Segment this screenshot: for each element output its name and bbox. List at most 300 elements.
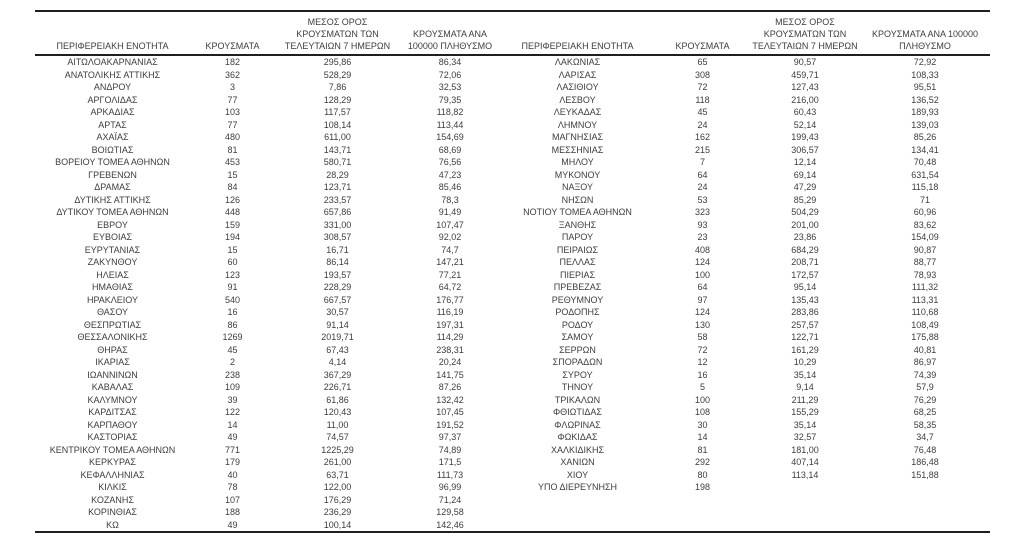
avg-7day-cell: 4,14 — [328, 357, 347, 367]
per-100k-cell: 47,23 — [438, 169, 462, 180]
per-100k-cell: 114,29 — [436, 332, 464, 342]
cases-cell: 109 — [224, 382, 241, 392]
table-row — [35, 156, 500, 169]
table-row — [35, 144, 500, 157]
table-row — [500, 431, 990, 444]
region-cell: ΚΑΛΥΜΝΟΥ — [87, 394, 138, 405]
region-cell: ΝΗΣΩΝ — [561, 194, 594, 205]
cases-cell: 24 — [697, 182, 708, 192]
avg-7day-cell — [750, 481, 860, 494]
table-row — [35, 269, 500, 282]
avg-7day-cell: 74,57 — [326, 432, 349, 442]
region-cell: ΘΕΣΣΑΛΟΝΙΚΗΣ — [77, 332, 148, 342]
per-100k-cell: 108,49 — [911, 319, 939, 330]
table-row — [500, 131, 990, 144]
table-row — [500, 81, 990, 94]
header-row — [500, 12, 990, 55]
cases-cell: 100 — [694, 394, 711, 405]
cases-cell: 23 — [697, 232, 708, 242]
cases-cell: 30 — [697, 419, 708, 430]
avg-7day-cell: 306,57 — [791, 144, 819, 155]
per-100k-cell: 111,32 — [911, 282, 939, 292]
per-100k-cell: 68,69 — [438, 144, 462, 155]
table-row — [35, 231, 500, 244]
region-cell: ΧΑΛΚΙΔΙΚΗΣ — [550, 444, 605, 455]
region-cell: ΔΡΑΜΑΣ — [94, 182, 131, 192]
per-100k-cell: 76,29 — [913, 394, 937, 405]
table-row — [500, 381, 990, 394]
cases-cell: 108 — [694, 407, 711, 417]
table-row — [500, 119, 990, 132]
cases-cell: 1269 — [222, 332, 243, 342]
per-100k-cell: 72,92 — [913, 57, 937, 67]
per-100k-cell: 154,69 — [436, 132, 464, 142]
cases-cell: 130 — [694, 319, 711, 330]
cases-cell: 771 — [224, 444, 241, 455]
avg-7day-cell: 10,29 — [793, 357, 817, 367]
avg-7day-cell: 120,43 — [323, 407, 352, 417]
cases-cell: 3 — [229, 82, 235, 92]
table-row — [35, 306, 500, 319]
avg-7day-cell: 684,29 — [791, 244, 819, 255]
cases-cell: 194 — [224, 232, 241, 242]
avg-7day-cell: 35,14 — [793, 369, 817, 380]
cases-cell: 16 — [227, 307, 238, 317]
cases-cell: 540 — [224, 294, 241, 305]
table-row — [35, 169, 500, 182]
table-row — [35, 331, 500, 344]
per-100k-cell: 113,44 — [436, 119, 464, 130]
per-100k-cell: 238,31 — [436, 344, 464, 355]
per-100k-cell: 113,31 — [911, 294, 939, 305]
table-row — [35, 431, 500, 444]
cases-cell: 179 — [224, 457, 241, 467]
per-100k-cell: 77,21 — [438, 269, 462, 280]
table-row — [500, 344, 990, 357]
table-row — [35, 381, 500, 394]
cases-cell: 118 — [695, 94, 710, 105]
avg-7day-cell: 61,86 — [326, 394, 349, 405]
region-cell: ΦΛΩΡΙΝΑΣ — [554, 419, 601, 430]
cases-cell: 97 — [697, 294, 708, 305]
region-cell: ΒΟΙΩΤΙΑΣ — [91, 144, 134, 155]
table-row — [35, 119, 500, 132]
avg-7day-cell: 12,14 — [793, 157, 817, 167]
per-100k-cell: 72,06 — [438, 69, 462, 80]
region-cell: ΚΩ — [106, 519, 119, 530]
region-cell: ΗΡΑΚΛΕΙΟΥ — [86, 294, 139, 305]
table-row — [500, 481, 990, 494]
per-100k-cell: 20,24 — [438, 357, 462, 367]
column-header-per100k: ΚΡΟΥΣΜΑΤΑ ΑΝΑ 100000 ΠΛΗΘΥΣΜΟ — [400, 12, 500, 55]
per-100k-cell: 111,73 — [436, 469, 464, 480]
per-100k-cell: 34,7 — [916, 432, 934, 442]
region-cell: ΠΑΡΟΥ — [561, 232, 594, 242]
avg-7day-cell: 35,14 — [793, 419, 817, 430]
cases-cell: 162 — [694, 132, 711, 142]
per-100k-cell: 142,46 — [436, 519, 464, 530]
region-cell: ΜΕΣΣΗΝΙΑΣ — [551, 144, 604, 155]
table-row — [500, 356, 990, 369]
cases-cell: 65 — [697, 57, 708, 67]
per-100k-cell: 147,21 — [436, 257, 464, 267]
table-row — [35, 81, 500, 94]
region-cell: ΚΑΒΑΛΑΣ — [91, 382, 134, 392]
cases-cell: 49 — [227, 432, 238, 442]
per-100k-cell: 85,26 — [913, 132, 937, 142]
per-100k-cell: 74,89 — [438, 444, 462, 455]
per-100k-cell: 76,48 — [913, 444, 937, 455]
table-row — [500, 319, 990, 332]
region-cell: ΛΑΡΙΣΑΣ — [558, 69, 597, 80]
region-cell: ΘΗΡΑΣ — [97, 344, 128, 355]
per-100k-cell: 74,39 — [913, 369, 937, 380]
per-100k-cell — [860, 481, 990, 494]
per-100k-cell: 154,09 — [911, 232, 939, 242]
header-row — [35, 12, 500, 55]
table-row — [500, 406, 990, 419]
avg-7day-cell: 135,43 — [791, 294, 819, 305]
table-row — [35, 319, 500, 332]
avg-7day-cell: 233,57 — [323, 194, 352, 205]
cases-cell: 53 — [697, 194, 708, 205]
cases-cell: 124 — [694, 257, 711, 267]
region-cell: ΠΙΕΡΙΑΣ — [559, 269, 596, 280]
table-row — [500, 55, 990, 69]
table-body-left — [35, 55, 500, 531]
per-100k-cell: 71,24 — [438, 494, 462, 505]
cases-cell: 103 — [224, 107, 241, 117]
region-cell: ΧΑΝΙΩΝ — [560, 457, 595, 467]
per-100k-cell: 115,18 — [911, 182, 939, 192]
table-row — [500, 456, 990, 469]
cases-cell: 72 — [697, 82, 708, 92]
region-cell: ΤΗΝΟΥ — [561, 382, 594, 392]
avg-7day-cell: 91,14 — [326, 319, 349, 330]
per-100k-cell: 108,33 — [911, 69, 939, 80]
region-cell: ΡΕΘΥΜΝΟΥ — [551, 294, 604, 305]
cases-cell: 14 — [227, 419, 238, 430]
avg-7day-cell: 331,00 — [323, 219, 352, 230]
cases-cell: 408 — [694, 244, 711, 255]
region-cell: ΛΑΣΙΘΙΟΥ — [556, 82, 599, 92]
cases-cell: 72 — [697, 344, 708, 355]
table-row — [35, 106, 500, 119]
per-100k-cell: 90,87 — [913, 244, 937, 255]
table-row — [500, 144, 990, 157]
per-100k-cell: 74,7 — [441, 244, 459, 255]
region-cell: ΞΑΝΘΗΣ — [558, 219, 597, 230]
cases-cell: 58 — [697, 332, 708, 342]
table-row — [35, 206, 500, 219]
column-header-per100k: ΚΡΟΥΣΜΑΤΑ ΑΝΑ 100000 ΠΛΗΘΥΣΜΟ — [860, 12, 990, 55]
region-cell: ΒΟΡΕΙΟΥ ΤΟΜΕΑ ΑΘΗΝΩΝ — [55, 157, 170, 167]
table-row — [500, 369, 990, 382]
avg-7day-cell: 60,43 — [793, 107, 817, 117]
cases-cell: 448 — [224, 207, 241, 217]
cases-cell: 188 — [224, 507, 241, 517]
cases-cell: 45 — [697, 107, 708, 117]
table-row — [35, 194, 500, 207]
cases-cell: 81 — [227, 144, 238, 155]
region-cell: ΡΟΔΟΥ — [561, 319, 594, 330]
per-100k-cell: 32,53 — [438, 82, 462, 92]
table-row — [35, 281, 500, 294]
avg-7day-cell: 308,57 — [323, 232, 352, 242]
per-100k-cell: 186,48 — [911, 457, 939, 467]
region-cell: ΚΕΡΚΥΡΑΣ — [89, 457, 136, 467]
cases-cell: 308 — [694, 69, 711, 80]
avg-7day-cell: 228,29 — [323, 282, 352, 292]
region-cell: ΛΑΚΩΝΙΑΣ — [554, 57, 601, 67]
cases-cell: 107 — [224, 494, 241, 505]
avg-7day-cell: 580,71 — [323, 157, 352, 167]
per-100k-cell: 92,02 — [438, 232, 462, 242]
avg-7day-cell: 143,71 — [323, 144, 352, 155]
cases-cell: 126 — [224, 194, 241, 205]
region-cell: ΠΡΕΒΕΖΑΣ — [553, 282, 602, 292]
per-100k-cell: 175,88 — [911, 332, 939, 342]
table-row — [35, 55, 500, 69]
region-cell: ΣΥΡΟΥ — [562, 369, 593, 380]
cases-cell: 77 — [227, 119, 238, 130]
avg-7day-cell: 208,71 — [791, 257, 819, 267]
cases-cell: 5 — [699, 382, 705, 392]
avg-7day-cell: 201,00 — [791, 219, 819, 230]
avg-7day-cell: 176,29 — [323, 494, 352, 505]
region-cell: ΑΝΔΡΟΥ — [93, 82, 132, 92]
avg-7day-cell: 127,43 — [791, 82, 819, 92]
region-cell: ΙΩΑΝΝΙΝΩΝ — [87, 369, 138, 380]
column-header-avg7: ΜΕΣΟΣ ΟΡΟΣ ΚΡΟΥΣΜΑΤΩΝ ΤΩΝ ΤΕΛΕΥΤΑΙΩΝ 7 ΗΜΕΡΩΝ — [750, 12, 860, 55]
region-cell: ΝΑΞΟΥ — [561, 182, 594, 192]
cases-cell: 12 — [697, 357, 708, 367]
column-header-region: ΠΕΡΙΦΕΡΕΙΑΚΗ ΕΝΟΤΗΤΑ — [500, 12, 655, 55]
table-row — [500, 269, 990, 282]
per-100k-cell: 70,48 — [913, 157, 937, 167]
table-row — [500, 256, 990, 269]
per-100k-cell: 197,31 — [436, 319, 464, 330]
avg-7day-cell: 161,29 — [791, 344, 819, 355]
cases-cell: 323 — [694, 207, 711, 217]
avg-7day-cell: 528,29 — [323, 69, 352, 80]
avg-7day-cell: 155,29 — [791, 407, 819, 417]
avg-7day-cell: 9,14 — [796, 382, 814, 392]
cases-cell: 15 — [227, 169, 238, 180]
region-cell: ΑΙΤΩΛΟΑΚΑΡΝΑΝΙΑΣ — [67, 57, 158, 67]
avg-7day-cell: 69,14 — [793, 169, 817, 180]
per-100k-cell: 76,56 — [438, 157, 462, 167]
table-row — [35, 181, 500, 194]
avg-7day-cell: 16,71 — [326, 244, 349, 255]
avg-7day-cell: 128,29 — [323, 94, 352, 105]
table-row — [500, 194, 990, 207]
avg-7day-cell: 113,14 — [791, 469, 819, 480]
avg-7day-cell: 117,57 — [324, 107, 351, 117]
region-cell: ΦΩΚΙΔΑΣ — [557, 432, 598, 442]
per-100k-cell: 88,77 — [913, 257, 937, 267]
per-100k-cell: 60,96 — [913, 207, 937, 217]
table-row — [35, 369, 500, 382]
region-cell: ΑΡΚΑΔΙΑΣ — [90, 107, 135, 117]
cases-cell: 16 — [697, 369, 708, 380]
table-row — [500, 244, 990, 257]
table-row — [35, 506, 500, 519]
table-row — [500, 106, 990, 119]
cases-cell: 159 — [224, 219, 241, 230]
avg-7day-cell: 86,14 — [326, 257, 349, 267]
per-100k-cell: 68,25 — [913, 407, 937, 417]
region-cell: ΜΥΚΟΝΟΥ — [554, 169, 601, 180]
table-row — [35, 256, 500, 269]
avg-7day-cell: 667,57 — [323, 294, 352, 305]
region-cell: ΚΟΡΙΝΘΙΑΣ — [88, 507, 137, 517]
region-cell: ΠΕΙΡΑΙΩΣ — [556, 244, 599, 255]
per-100k-cell: 86,97 — [913, 357, 937, 367]
avg-7day-cell: 32,57 — [793, 432, 817, 442]
table-row — [35, 494, 500, 507]
cases-cell: 64 — [697, 282, 708, 292]
avg-7day-cell: 226,71 — [323, 382, 352, 392]
region-cell: ΣΠΟΡΑΔΩΝ — [552, 357, 603, 367]
per-100k-cell: 189,93 — [911, 107, 939, 117]
region-cell: ΤΡΙΚΑΛΩΝ — [554, 394, 601, 405]
cases-cell: 84 — [227, 182, 238, 192]
region-cell: ΚΙΛΚΙΣ — [98, 482, 127, 492]
cases-cell: 81 — [697, 444, 708, 455]
per-100k-cell: 96,99 — [438, 482, 462, 492]
region-cell: ΕΥΡΥΤΑΝΙΑΣ — [84, 244, 141, 255]
table-row — [35, 69, 500, 82]
table-row — [35, 519, 500, 532]
region-cell: ΘΑΣΟΥ — [96, 307, 129, 317]
per-100k-cell: 631,54 — [911, 169, 939, 180]
cases-cell: 362 — [224, 69, 241, 80]
table-row — [35, 394, 500, 407]
region-cell: ΕΒΡΟΥ — [97, 219, 128, 230]
per-100k-cell: 58,35 — [913, 419, 937, 430]
per-100k-cell: 78,3 — [441, 194, 459, 205]
table-row — [500, 206, 990, 219]
avg-7day-cell: 85,29 — [793, 194, 817, 205]
cases-table-right-half — [500, 12, 990, 494]
region-cell: ΖΑΚΥΝΘΟΥ — [87, 257, 138, 267]
table-row — [35, 94, 500, 107]
avg-7day-cell: 283,86 — [791, 307, 819, 317]
region-cell: ΔΥΤΙΚΗΣ ΑΤΤΙΚΗΣ — [74, 194, 151, 205]
per-100k-cell: 171,5 — [438, 457, 462, 467]
avg-7day-cell: 95,14 — [793, 282, 817, 292]
avg-7day-cell: 193,57 — [323, 269, 352, 280]
table-row — [500, 156, 990, 169]
avg-7day-cell: 2019,71 — [321, 332, 354, 342]
table-row — [500, 469, 990, 482]
region-cell: ΝΟΤΙΟΥ ΤΟΜΕΑ ΑΘΗΝΩΝ — [523, 207, 632, 217]
table-row — [500, 169, 990, 182]
table-row — [500, 444, 990, 457]
per-100k-cell: 107,45 — [436, 407, 464, 417]
cases-cell: 60 — [227, 257, 238, 267]
avg-7day-cell: 261,00 — [323, 457, 352, 467]
region-cell: ΕΥΒΟΙΑΣ — [92, 232, 133, 242]
per-100k-cell: 134,41 — [911, 144, 939, 155]
avg-7day-cell: 90,57 — [793, 57, 817, 67]
region-cell: ΚΑΡΠΑΘΟΥ — [87, 419, 138, 430]
avg-7day-cell: 504,29 — [791, 207, 819, 217]
region-cell: ΛΕΣΒΟΥ — [559, 94, 596, 105]
avg-7day-cell: 47,29 — [793, 182, 817, 192]
column-header-region: ΠΕΡΙΦΕΡΕΙΑΚΗ ΕΝΟΤΗΤΑ — [35, 12, 190, 55]
cases-cell: 24 — [697, 119, 708, 130]
cases-cell: 453 — [224, 157, 241, 167]
region-cell: ΛΕΥΚΑΔΑΣ — [553, 107, 602, 117]
region-cell: ΣΕΡΡΩΝ — [559, 344, 596, 355]
per-100k-cell: 176,77 — [436, 294, 464, 305]
table-row — [500, 181, 990, 194]
region-cell: ΛΗΜΝΟΥ — [557, 119, 598, 130]
avg-7day-cell: 100,14 — [323, 519, 352, 530]
avg-7day-cell: 236,29 — [323, 507, 352, 517]
cases-cell: 7 — [699, 157, 705, 167]
region-cell: ΚΑΡΔΙΤΣΑΣ — [88, 407, 137, 417]
cases-cell: 14 — [697, 432, 708, 442]
cases-cell: 100 — [694, 269, 711, 280]
region-cell: ΜΑΓΝΗΣΙΑΣ — [551, 132, 604, 142]
per-100k-cell: 118,82 — [436, 107, 464, 117]
table-row — [500, 331, 990, 344]
region-cell: ΑΧΑΪΑΣ — [96, 132, 129, 142]
per-100k-cell: 191,52 — [436, 419, 464, 430]
region-cell: ΠΕΛΛΑΣ — [559, 257, 596, 267]
avg-7day-cell: 611,00 — [324, 132, 351, 142]
region-cell: ΚΑΣΤΟΡΙΑΣ — [87, 432, 138, 442]
cases-cell: 78 — [227, 482, 238, 492]
avg-7day-cell: 7,86 — [328, 82, 347, 92]
table-body-right — [500, 55, 990, 494]
cases-cell: 198 — [694, 482, 711, 492]
cases-cell: 93 — [697, 219, 708, 230]
avg-7day-cell: 367,29 — [323, 369, 352, 380]
per-100k-cell: 83,62 — [913, 219, 937, 230]
per-100k-cell: 151,88 — [911, 469, 939, 480]
per-100k-cell: 87,26 — [438, 382, 462, 392]
table-row — [35, 406, 500, 419]
region-cell: ΦΘΙΩΤΙΔΑΣ — [553, 407, 602, 417]
per-100k-cell: 132,42 — [436, 394, 464, 405]
per-100k-cell: 71 — [919, 194, 930, 205]
avg-7day-cell: 407,14 — [791, 457, 819, 467]
per-100k-cell: 85,46 — [438, 182, 462, 192]
avg-7day-cell: 11,00 — [326, 419, 349, 430]
region-cell: ΜΗΛΟΥ — [561, 157, 594, 167]
region-cell: ΑΝΑΤΟΛΙΚΗΣ ΑΤΤΙΚΗΣ — [64, 69, 161, 80]
per-100k-cell: 57,9 — [916, 382, 934, 392]
cases-cell: 39 — [227, 394, 238, 405]
table-row — [35, 419, 500, 432]
avg-7day-cell: 122,00 — [323, 482, 352, 492]
region-cell: ΔΥΤΙΚΟΥ ΤΟΜΕΑ ΑΘΗΝΩΝ — [56, 207, 169, 217]
avg-7day-cell: 657,86 — [323, 207, 352, 217]
regional-covid-cases-table — [35, 10, 990, 533]
avg-7day-cell: 122,71 — [791, 332, 819, 342]
table-row — [35, 444, 500, 457]
region-cell: ΣΑΜΟΥ — [561, 332, 594, 342]
table-row — [500, 306, 990, 319]
cases-cell: 91 — [227, 282, 238, 292]
table-row — [35, 294, 500, 307]
region-cell: ΚΕΝΤΡΙΚΟΥ ΤΟΜΕΑ ΑΘΗΝΩΝ — [49, 444, 176, 455]
avg-7day-cell: 63,71 — [326, 469, 349, 480]
